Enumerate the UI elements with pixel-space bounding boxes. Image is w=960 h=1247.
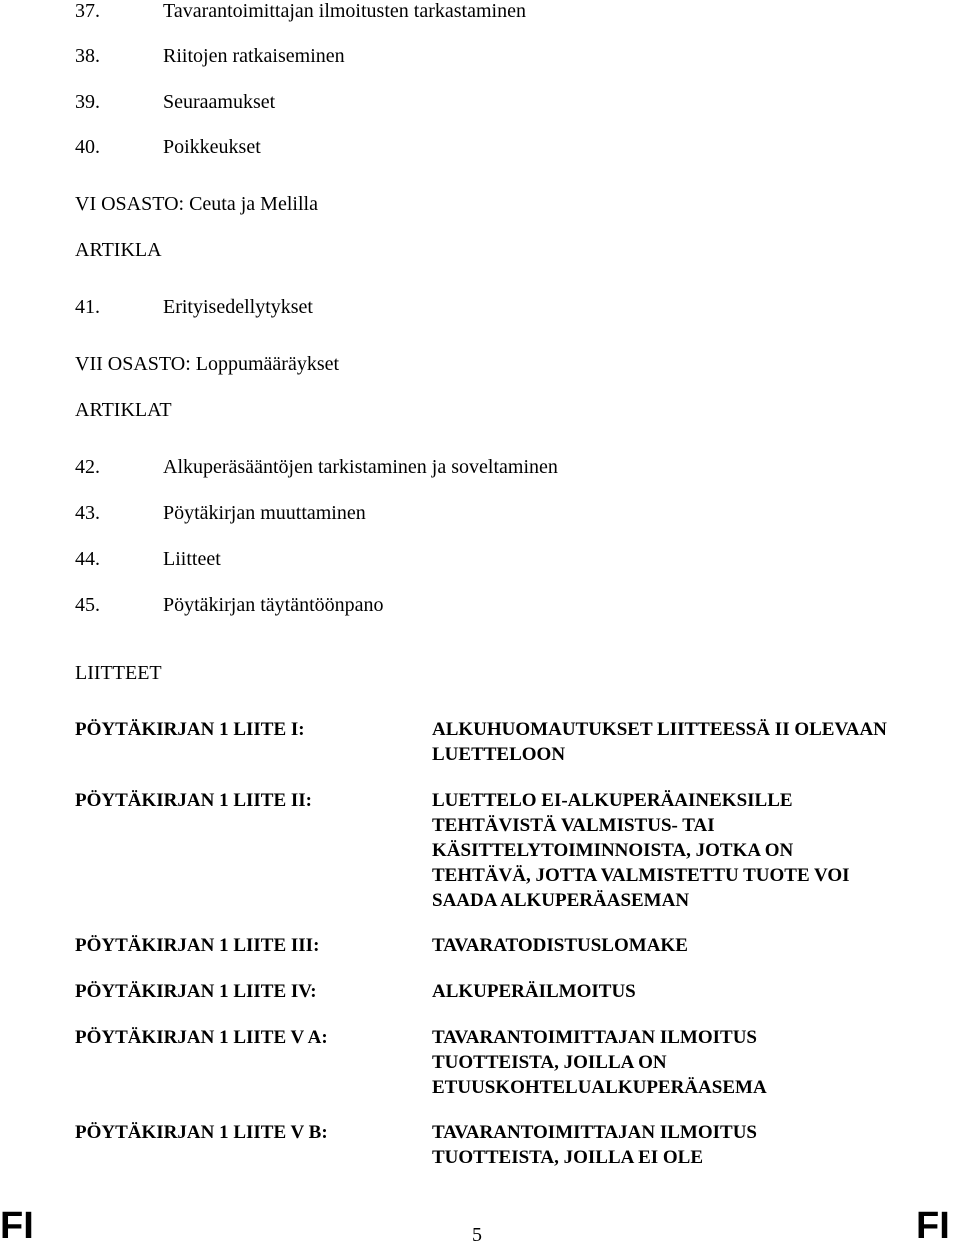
annex-label: PÖYTÄKIRJAN 1 LIITE III: [75, 935, 320, 956]
footer-language-left: FI [0, 1205, 34, 1247]
article-number: 44. [75, 548, 100, 570]
annex-label: PÖYTÄKIRJAN 1 LIITE V A: [75, 1027, 328, 1048]
annex-description: ALKUHUOMAUTUKSET LIITTEESSÄ II OLEVAAN LUETTELOON [432, 719, 887, 765]
annex-description: TAVARATODISTUSLOMAKE [432, 935, 688, 956]
article-number: 45. [75, 594, 100, 616]
annex-description: TAVARANTOIMITTAJAN ILMOITUS TUOTTEISTA, JOILLA EI OLE [432, 1122, 758, 1168]
annex-label: PÖYTÄKIRJAN 1 LIITE V B: [75, 1122, 328, 1143]
article-number: 41. [75, 296, 100, 318]
annex-description: TAVARANTOIMITTAJAN ILMOITUS TUOTTEISTA, JOILLA ON ETUUSKOHTELUALKUPERÄASEMA [432, 1027, 767, 1098]
footer-language-right: FI [916, 1205, 950, 1247]
section-heading: VII OSASTO: Loppumääräykset [75, 353, 340, 375]
article-number: 38. [75, 45, 100, 67]
annex-description: ALKUPERÄILMOITUS [432, 981, 636, 1002]
article-title: Liitteet [163, 548, 221, 570]
page-number: 5 [472, 1224, 482, 1246]
article-title: Alkuperäsääntöjen tarkistaminen ja soveltaminen [163, 456, 558, 478]
annex-label: PÖYTÄKIRJAN 1 LIITE II: [75, 790, 313, 811]
annex-label: PÖYTÄKIRJAN 1 LIITE IV: [75, 981, 317, 1002]
article-number: 39. [75, 91, 100, 113]
article-title: Erityisedellytykset [163, 296, 313, 318]
article-title: Pöytäkirjan täytäntöönpano [163, 594, 384, 616]
article-title: Poikkeukset [163, 136, 261, 158]
article-number: 43. [75, 502, 100, 524]
articles-label: ARTIKLAT [75, 399, 172, 421]
article-title: Tavarantoimittajan ilmoitusten tarkastaminen [163, 0, 526, 22]
articles-label: ARTIKLA [75, 239, 162, 261]
article-title: Pöytäkirjan muuttaminen [163, 502, 366, 524]
article-title: Riitojen ratkaiseminen [163, 45, 345, 67]
annex-label: PÖYTÄKIRJAN 1 LIITE I: [75, 719, 305, 740]
article-title: Seuraamukset [163, 91, 276, 113]
article-number: 42. [75, 456, 100, 478]
annex-description: LUETTELO EI-ALKUPERÄAINEKSILLE TEHTÄVISTÄ VALMISTUS- TAI KÄSITTELYTOIMINNOISTA, JOTKA ON TEHTÄVÄ, JOTTA VALMISTETTU TUOTE VOI SAADA ALKUPERÄASEMAN [432, 790, 850, 911]
article-number: 37. [75, 0, 100, 22]
article-number: 40. [75, 136, 100, 158]
section-heading: VI OSASTO: Ceuta ja Melilla [75, 193, 318, 215]
annexes-heading: LIITTEET [75, 662, 162, 684]
